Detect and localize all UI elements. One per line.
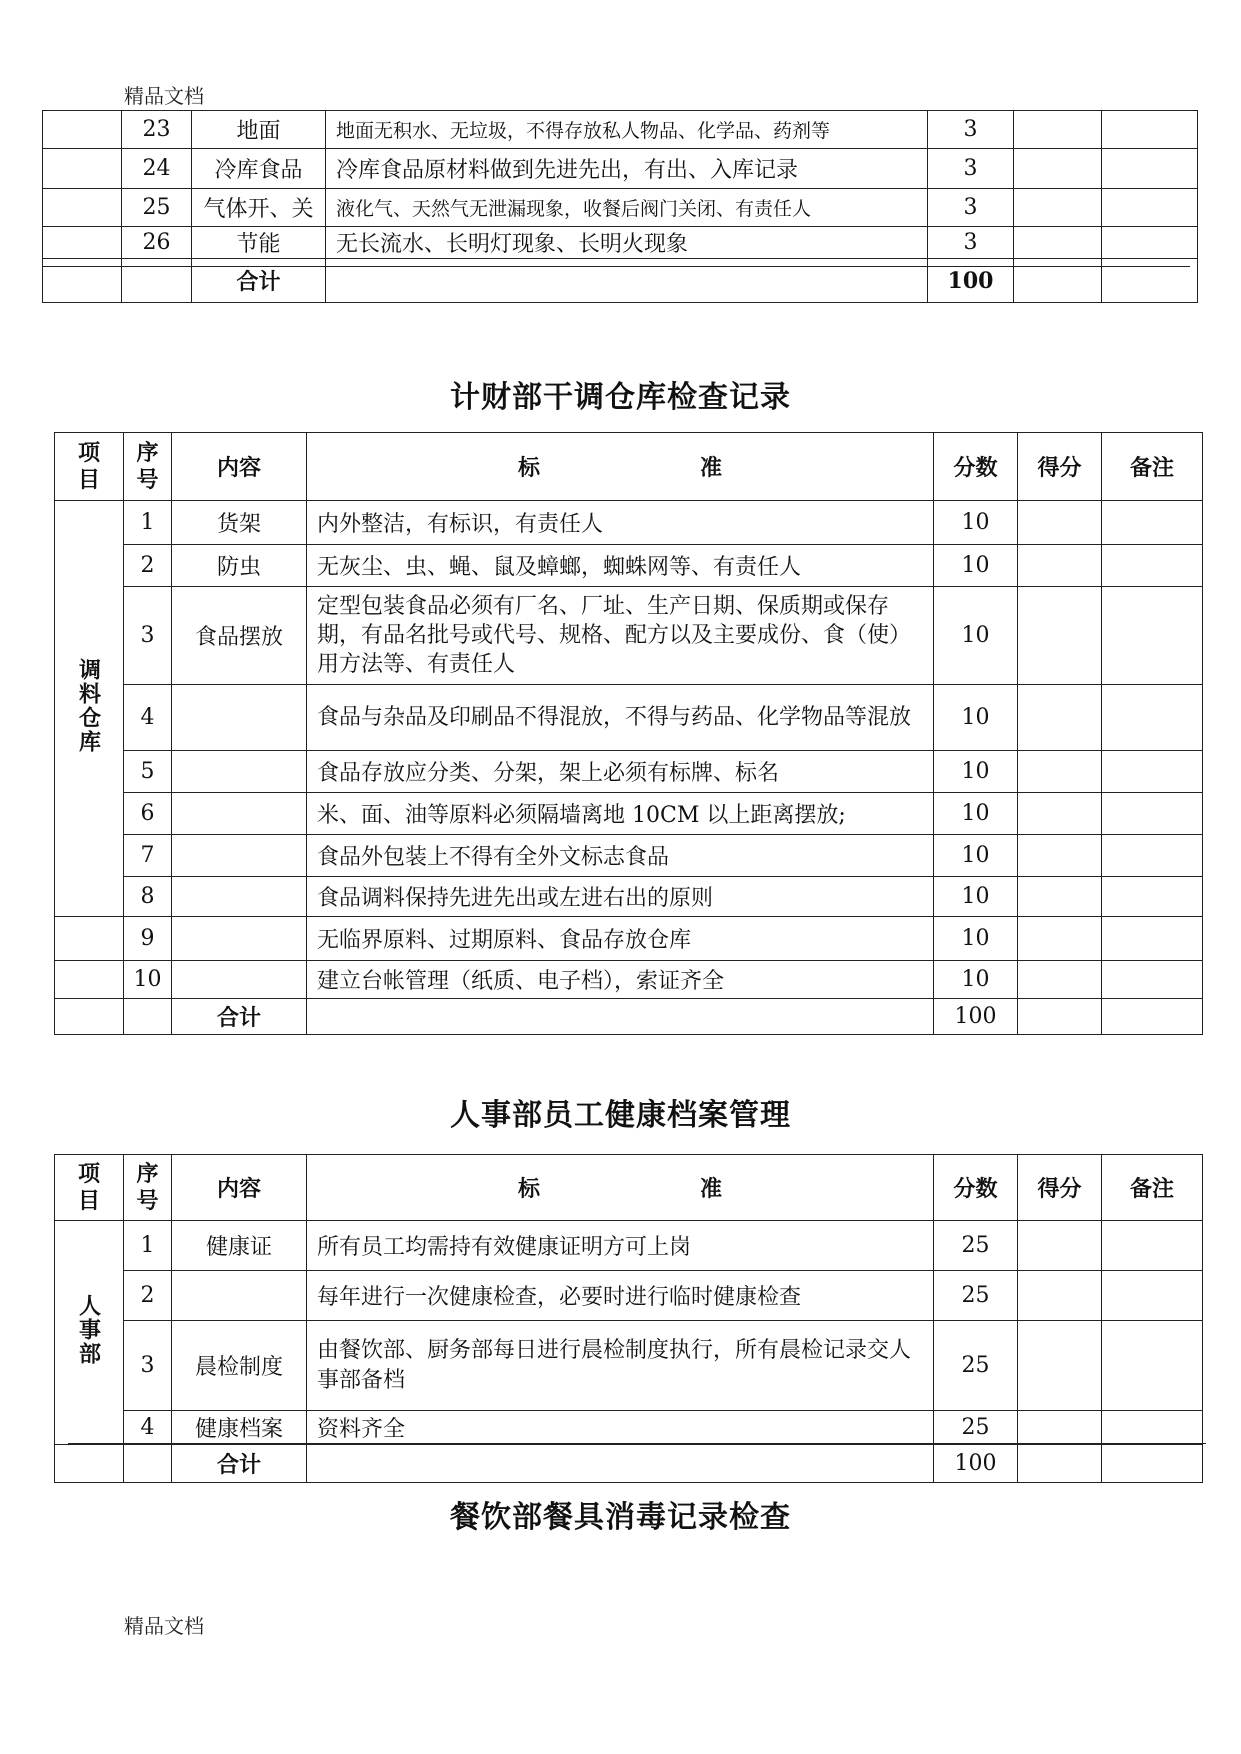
score-cell: 10 [934,545,1018,587]
table-row [55,501,1203,545]
table-row [55,793,1203,835]
score-cell: 25 [934,1271,1018,1321]
table-row [43,111,1198,149]
item-cell: 节能 [192,227,326,259]
score-cell: 25 [934,1411,1018,1445]
std-cell: 内外整洁，有标识，有责任人 [307,501,934,545]
seq-cell: 25 [122,189,192,227]
std-cell: 资料齐全 [307,1411,934,1445]
col-score: 分数 [934,1155,1018,1221]
seq-cell: 4 [124,685,172,751]
score-cell: 3 [928,149,1014,189]
score-cell: 10 [934,917,1018,961]
table-continued [42,110,1198,303]
table-row [55,587,1203,685]
seq-cell: 2 [124,1271,172,1321]
table-row [55,1221,1203,1271]
section-title-warehouse: 计财部干调仓库检查记录 [450,380,791,415]
score-cell: 3 [928,189,1014,227]
total-score: 100 [934,999,1018,1035]
item-cell: 冷库食品 [192,149,326,189]
col-seq: 序号 [124,1155,172,1221]
score-cell: 10 [934,835,1018,877]
std-cell: 建立台帐管理（纸质、电子档），索证齐全 [307,961,934,999]
seq-cell: 6 [124,793,172,835]
page-footer: 精品文档 [124,1614,204,1638]
table-row [55,877,1203,917]
total-row [55,1445,1203,1483]
item-cell: 防虫 [172,545,307,587]
score-cell: 10 [934,793,1018,835]
std-cell: 冷库食品原材料做到先进先出，有出、入库记录 [326,149,928,189]
col-content: 内容 [172,1155,307,1221]
seq-cell: 1 [124,1221,172,1271]
item-cell: 健康证 [172,1221,307,1271]
total-row [55,999,1203,1035]
seq-cell: 2 [124,545,172,587]
table-row [55,917,1203,961]
score-cell: 25 [934,1321,1018,1411]
group-cell [55,1221,124,1445]
table-row [43,189,1198,227]
table-row [55,1271,1203,1321]
seq-cell: 9 [124,917,172,961]
strike-line [68,1443,1206,1444]
col-project: 项目 [55,433,124,501]
std-cell: 食品外包装上不得有全外文标志食品 [307,835,934,877]
std-cell: 液化气、天然气无泄漏现象，收餐后阀门关闭、有责任人 [326,189,928,227]
table-row [55,1321,1203,1411]
std-cell: 食品调料保持先进先出或左进右出的原则 [307,877,934,917]
score-cell: 3 [928,227,1014,259]
table-header-row [55,433,1203,501]
total-label: 合计 [172,1445,307,1483]
col-seq: 序号 [124,433,172,501]
warehouse-table [54,432,1203,1035]
seq-cell: 4 [124,1411,172,1445]
col-content: 内容 [172,433,307,501]
seq-cell: 1 [124,501,172,545]
section-title-health: 人事部员工健康档案管理 [450,1098,791,1133]
seq-cell: 5 [124,751,172,793]
score-cell: 25 [934,1221,1018,1271]
table-row [43,149,1198,189]
std-cell: 地面无积水、无垃圾，不得存放私人物品、化学品、药剂等 [326,111,928,149]
item-cell: 食品摆放 [172,587,307,685]
total-score: 100 [934,1445,1018,1483]
std-cell: 米、面、油等原料必须隔墙离地 10CM 以上距离摆放; [307,793,934,835]
item-cell [172,917,307,961]
item-cell [172,793,307,835]
col-standard: 标 准 [307,1155,934,1221]
std-cell: 食品与杂品及印刷品不得混放，不得与药品、化学物品等混放 [307,685,934,751]
score-cell: 10 [934,877,1018,917]
score-cell: 3 [928,111,1014,149]
table-row [55,545,1203,587]
std-cell: 每年进行一次健康检查，必要时进行临时健康检查 [307,1271,934,1321]
col-standard: 标 准 [307,433,934,501]
total-score: 100 [928,259,1014,303]
item-cell: 健康档案 [172,1411,307,1445]
item-cell: 气体开、关 [192,189,326,227]
group-label: 人事部 [75,1293,102,1366]
table-row [55,685,1203,751]
seq-cell: 23 [122,111,192,149]
total-label: 合计 [172,999,307,1035]
seq-cell: 24 [122,149,192,189]
col-project: 项目 [55,1155,124,1221]
group-label: 调料仓库 [75,657,102,754]
std-cell: 无灰尘、虫、蝇、鼠及蟑螂，蜘蛛网等、有责任人 [307,545,934,587]
seq-cell: 3 [124,587,172,685]
item-cell [172,1271,307,1321]
table-row [55,961,1203,999]
seq-cell: 7 [124,835,172,877]
seq-cell: 10 [124,961,172,999]
seq-cell: 26 [122,227,192,259]
group-cell [55,501,124,917]
item-cell [172,751,307,793]
table-row [55,751,1203,793]
table-row [55,835,1203,877]
col-score: 分数 [934,433,1018,501]
section-title-disinfection: 餐饮部餐具消毒记录检查 [450,1500,791,1535]
total-label: 合计 [192,259,326,303]
health-table [54,1154,1203,1483]
std-cell: 无临界原料、过期原料、食品存放仓库 [307,917,934,961]
std-cell: 定型包装食品必须有厂名、厂址、生产日期、保质期或保存期，有品名批号或代号、规格、配方以及主要成份、食（使）用方法等、有责任人 [307,587,934,685]
item-cell: 地面 [192,111,326,149]
std-cell: 所有员工均需持有效健康证明方可上岗 [307,1221,934,1271]
score-cell: 10 [934,751,1018,793]
table-row [43,227,1198,259]
strike-line [42,266,1190,267]
item-cell [172,877,307,917]
table-row [55,1411,1203,1445]
item-cell [172,835,307,877]
std-cell: 无长流水、长明灯现象、长明火现象 [326,227,928,259]
score-cell: 10 [934,685,1018,751]
seq-cell: 8 [124,877,172,917]
col-remark: 备注 [1102,433,1203,501]
col-remark: 备注 [1102,1155,1203,1221]
table-header-row [55,1155,1203,1221]
item-cell [172,961,307,999]
std-cell: 食品存放应分类、分架，架上必须有标牌、标名 [307,751,934,793]
item-cell [172,685,307,751]
std-cell: 由餐饮部、厨务部每日进行晨检制度执行，所有晨检记录交人事部备档 [307,1321,934,1411]
score-cell: 10 [934,961,1018,999]
page-header: 精品文档 [124,84,204,108]
seq-cell: 3 [124,1321,172,1411]
item-cell: 晨检制度 [172,1321,307,1411]
col-got: 得分 [1018,433,1102,501]
item-cell: 货架 [172,501,307,545]
col-got: 得分 [1018,1155,1102,1221]
score-cell: 10 [934,501,1018,545]
score-cell: 10 [934,587,1018,685]
